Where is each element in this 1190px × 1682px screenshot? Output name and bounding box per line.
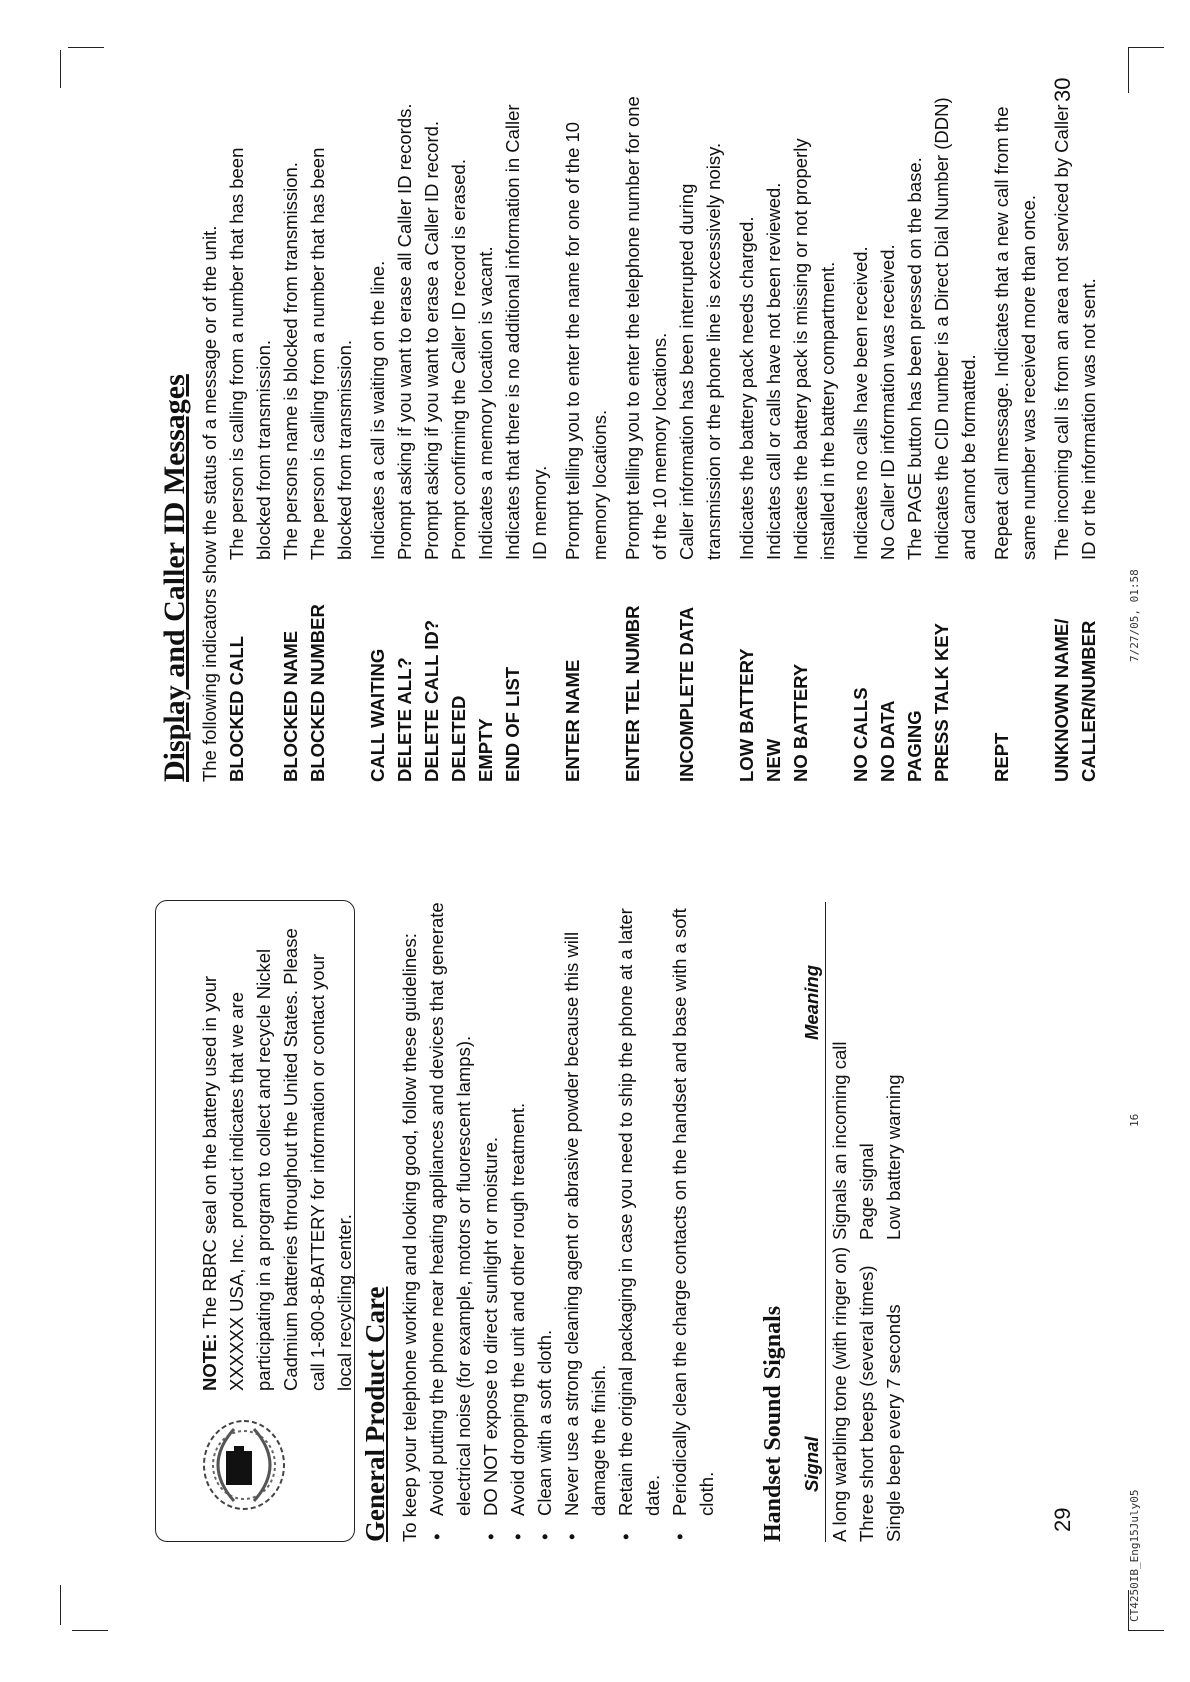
rbrc-recycle-seal-icon: [194, 1415, 294, 1515]
message-key: NO DATA: [877, 700, 898, 782]
list-item: • DO NOT expose to direct sunlight or moisture.: [477, 872, 504, 1542]
list-item: [223, 92, 277, 782]
list-item: [1048, 92, 1102, 782]
caller-id-intro: The following indicators show the status of a message or of the unit.: [199, 225, 220, 782]
list-item: [277, 92, 304, 782]
list-item: [364, 92, 391, 782]
list-item: [787, 92, 841, 782]
signals-header: [798, 902, 826, 1542]
message-key: ENTER TEL NUMBR: [622, 605, 643, 782]
message-desc: Indicates the CID number is a Direct Dial Number (DDN) and cannot be formatted.: [931, 97, 979, 560]
footer-file: CT4250IB_Eng15July05: [1128, 1489, 1141, 1622]
list-item: • Avoid putting the phone near heating appliances and devices that generate electrical noise (for example, motors or fluorescent lamps).: [423, 872, 477, 1542]
sound-signals-title: Handset Sound Signals: [760, 1305, 786, 1542]
message-key: PRESS TALK KEY: [931, 623, 952, 782]
message-desc: No Caller ID information was received.: [877, 244, 898, 560]
message-key: REPT: [991, 732, 1012, 782]
general-care-intro: To keep your telephone working and looking good, follow these guidelines:: [399, 933, 420, 1542]
list-item: [874, 92, 901, 782]
message-key: END OF LIST: [502, 666, 523, 782]
note-body: The RBRC seal on the battery used in your XXXXXX USA, Inc. product indicates that we are participating in a program to collect and recycle Nickel Cadmium batteries throughout the United States. Please call 1-800-8-BATTERY for information or contact your local recycling center.: [199, 928, 355, 1391]
message-desc: Repeat call message. Indicates that a new call from the same number was received more than once.: [991, 106, 1039, 560]
message-desc: Prompt asking if you want to erase all Caller ID records.: [394, 103, 415, 560]
message-key: CALL WAITING: [367, 648, 388, 782]
meaning-cell: Low battery warning: [883, 1074, 904, 1240]
list-item: • Never use a strong cleaning agent or abrasive powder because this will damage the finish.: [558, 872, 612, 1542]
col-signal-header: Signal: [801, 1436, 822, 1492]
caller-id-messages: [223, 92, 1102, 782]
rbrc-note-box: [155, 900, 355, 1542]
message-desc: Prompt confirming the Caller ID record is erased.: [448, 159, 469, 560]
rbrc-note-text: [196, 921, 358, 1391]
message-desc: Indicates a memory location is vacant.: [475, 246, 496, 560]
care-list: [423, 872, 720, 1542]
table-row: [880, 902, 907, 1542]
message-desc: Prompt telling you to enter the name for one of the 10 memory locations.: [562, 121, 610, 560]
list-item: [733, 92, 760, 782]
col-meaning-header: Meaning: [801, 964, 822, 1040]
footer-timestamp: 7/27/05, 01:58: [1128, 569, 1141, 662]
signal-cell: A long warbling tone (with ringer on): [829, 1246, 850, 1542]
signal-cell: Three short beeps (several times): [856, 1265, 877, 1542]
message-desc: The persons name is blocked from transmission.: [280, 162, 301, 560]
list-item: • Clean with a soft cloth.: [531, 872, 558, 1542]
message-key: BLOCKED NAME: [280, 630, 301, 782]
message-key: BLOCKED NUMBER: [307, 604, 328, 782]
message-key: DELETED: [448, 695, 469, 782]
signal-cell: Single beep every 7 seconds: [883, 1304, 904, 1542]
message-desc: Prompt telling you to enter the telephone number for one of the 10 memory locations.: [622, 96, 670, 560]
message-key: ENTER NAME: [562, 659, 583, 782]
message-key: PAGING: [904, 710, 925, 782]
message-key: LOW BATTERY: [736, 648, 757, 782]
message-desc: Indicates the battery pack needs charged.: [736, 216, 757, 560]
list-item: [472, 92, 499, 782]
message-key: EMPTY: [475, 718, 496, 782]
list-item: [304, 92, 358, 782]
page-number-right: 30: [1050, 77, 1075, 102]
message-desc: Indicates a call is waiting on the line.: [367, 260, 388, 560]
table-row: [826, 902, 853, 1542]
message-desc: Caller information has been interrupted during transmission or the phone line is excessively noisy.: [676, 142, 724, 560]
message-key: NO CALLS: [850, 687, 871, 782]
message-key: DELETE CALL ID?: [421, 619, 442, 782]
list-item: [445, 92, 472, 782]
message-desc: The person is calling from a number that has been blocked from transmission.: [307, 147, 355, 560]
list-item: • Periodically clean the charge contacts on the handset and base with a soft cloth.: [666, 872, 720, 1542]
message-desc: Indicates call or calls have not been reviewed.: [763, 182, 784, 560]
message-key: NEW: [763, 738, 784, 782]
footer-sheet: 16: [1128, 1113, 1141, 1127]
list-item: [988, 92, 1042, 782]
list-item: [847, 92, 874, 782]
table-row: [853, 902, 880, 1542]
list-item: [928, 92, 982, 782]
meaning-cell: Signals an incoming call: [829, 1041, 850, 1240]
message-desc: The PAGE button has been pressed on the base.: [904, 157, 925, 560]
list-item: [760, 92, 787, 782]
list-item: [901, 92, 928, 782]
message-key: NO BATTERY: [790, 663, 811, 782]
message-desc: The person is calling from a number that has been blocked from transmission.: [226, 147, 274, 560]
list-item: [499, 92, 553, 782]
message-key: INCOMPLETE DATA: [676, 606, 697, 782]
message-key: BLOCKED CALL: [226, 636, 247, 782]
caller-id-title: Display and Caller ID Messages: [158, 374, 191, 782]
list-item: [619, 92, 673, 782]
page-number-left: 29: [1050, 1507, 1075, 1532]
message-desc: Indicates that there is no additional information in Caller ID memory.: [502, 104, 550, 560]
list-item: • Retain the original packaging in case you need to ship the phone at a later date.: [612, 872, 666, 1542]
message-desc: Indicates no calls have been received.: [850, 246, 871, 560]
list-item: [418, 92, 445, 782]
general-care-title: General Product Care: [360, 1286, 390, 1542]
list-item: [673, 92, 727, 782]
message-desc: Indicates the battery pack is missing or not properly installed in the battery compartment.: [790, 138, 838, 560]
list-item: [391, 92, 418, 782]
signals-table: [798, 902, 907, 1542]
message-desc: The incoming call is from an area not serviced by Caller ID or the information was not sent.: [1051, 104, 1099, 560]
list-item: [559, 92, 613, 782]
message-desc: Prompt asking if you want to erase a Caller ID record.: [421, 120, 442, 560]
list-item: • Avoid dropping the unit and other rough treatment.: [504, 872, 531, 1542]
message-key: UNKNOWN NAME/ CALLER/NUMBER: [1051, 618, 1099, 782]
message-key: DELETE ALL?: [394, 657, 415, 782]
meaning-cell: Page signal: [856, 1143, 877, 1240]
note-label: NOTE:: [199, 1333, 220, 1391]
